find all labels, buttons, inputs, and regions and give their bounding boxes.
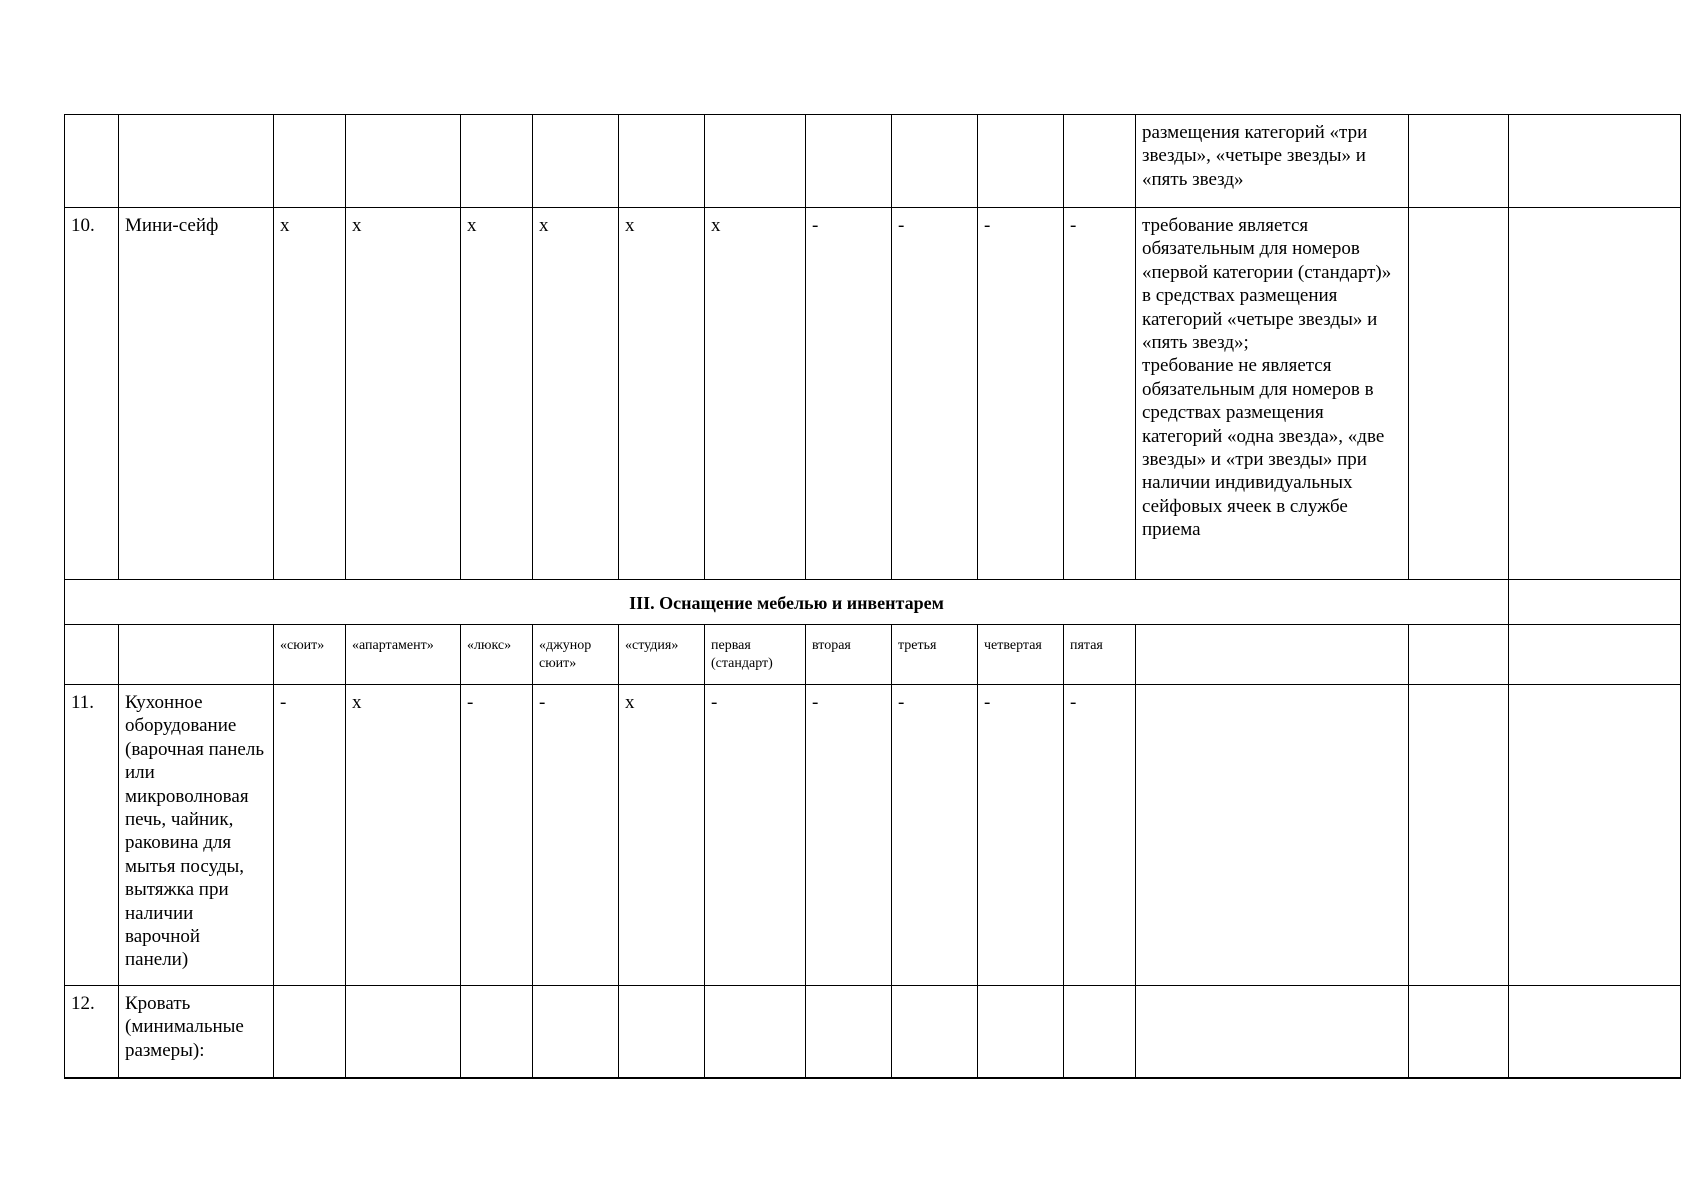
mark-cell: х xyxy=(619,685,705,986)
mark-cell: х xyxy=(346,685,461,986)
mark-cell xyxy=(461,986,533,1078)
mark-cell xyxy=(978,986,1064,1078)
header-blank-cell xyxy=(1409,625,1509,685)
mark-cell: - xyxy=(806,208,892,580)
row-note: размещения категорий «три звезды», «четыре звезды» и «пять звезд» xyxy=(1136,115,1409,208)
row-number xyxy=(65,115,119,208)
table-row xyxy=(65,685,1681,986)
mark-cell: х xyxy=(461,208,533,580)
mark-cell xyxy=(892,115,978,208)
extra-cell xyxy=(1509,580,1681,625)
mark-cell xyxy=(533,115,619,208)
mark-cell: - xyxy=(274,685,346,986)
mark-cell xyxy=(274,986,346,1078)
category-header-lux: «люкс» xyxy=(461,625,533,685)
mark-cell: - xyxy=(892,685,978,986)
mark-cell: - xyxy=(461,685,533,986)
mark-cell xyxy=(346,986,461,1078)
row-number: 12. xyxy=(65,986,119,1078)
mark-cell xyxy=(705,115,806,208)
mark-cell xyxy=(892,986,978,1078)
extra-cell xyxy=(1409,986,1509,1078)
category-header-third: третья xyxy=(892,625,978,685)
category-header-row xyxy=(65,625,1681,685)
category-header-first: первая (стандарт) xyxy=(705,625,806,685)
table-row xyxy=(65,208,1681,580)
mark-cell xyxy=(1064,986,1136,1078)
mark-cell: - xyxy=(1064,208,1136,580)
mark-cell: х xyxy=(346,208,461,580)
extra-cell xyxy=(1509,115,1681,208)
mark-cell xyxy=(346,115,461,208)
mark-cell xyxy=(806,115,892,208)
mark-cell xyxy=(461,115,533,208)
mark-cell: х xyxy=(705,208,806,580)
category-header-fifth: пятая xyxy=(1064,625,1136,685)
extra-cell xyxy=(1409,685,1509,986)
extra-cell xyxy=(1509,208,1681,580)
mark-cell: - xyxy=(978,685,1064,986)
mark-cell xyxy=(619,986,705,1078)
category-header-suite: «сюит» xyxy=(274,625,346,685)
mark-cell: х xyxy=(619,208,705,580)
mark-cell xyxy=(1064,115,1136,208)
mark-cell: - xyxy=(978,208,1064,580)
row-number: 10. xyxy=(65,208,119,580)
row-note xyxy=(1136,986,1409,1078)
extra-cell xyxy=(1509,986,1681,1078)
header-blank-cell xyxy=(1509,625,1681,685)
row-item-name xyxy=(119,115,274,208)
header-blank-cell xyxy=(65,625,119,685)
table-row xyxy=(65,115,1681,208)
section-row xyxy=(65,580,1681,625)
mark-cell xyxy=(274,115,346,208)
category-header-studio: «студия» xyxy=(619,625,705,685)
extra-cell xyxy=(1509,685,1681,986)
category-header-junior-suite: «джунор сюит» xyxy=(533,625,619,685)
row-number: 11. xyxy=(65,685,119,986)
row-note: требование является обязательным для номеров «первой категории (стандарт)» в средствах размещения категорий «четыре звезды» и «пять звезд»; требование не является обязательным для номеров в средствах размещения категорий «одна звезда», «две звезды» и «три звезды» при наличии индивидуальных сейфовых ячеек в службе приема xyxy=(1136,208,1409,580)
mark-cell xyxy=(619,115,705,208)
mark-cell: - xyxy=(1064,685,1136,986)
section-title: III. Оснащение мебелью и инвентарем xyxy=(65,580,1509,625)
category-header-apartment: «апартамент» xyxy=(346,625,461,685)
row-item-name: Мини-сейф xyxy=(119,208,274,580)
mark-cell: х xyxy=(533,208,619,580)
row-note xyxy=(1136,685,1409,986)
requirements-table xyxy=(64,114,1681,1079)
mark-cell xyxy=(705,986,806,1078)
mark-cell: - xyxy=(892,208,978,580)
row-item-name: Кухонное оборудование (варочная панель или микроволновая печь, чайник, раковина для мытья посуды, вытяжка при наличии варочной панели) xyxy=(119,685,274,986)
mark-cell xyxy=(533,986,619,1078)
extra-cell xyxy=(1409,208,1509,580)
table-row xyxy=(65,986,1681,1078)
row-item-name: Кровать (минимальные размеры): xyxy=(119,986,274,1078)
header-blank-cell xyxy=(1136,625,1409,685)
mark-cell: - xyxy=(806,685,892,986)
category-header-second: вторая xyxy=(806,625,892,685)
category-header-fourth: четвертая xyxy=(978,625,1064,685)
mark-cell: - xyxy=(533,685,619,986)
mark-cell: х xyxy=(274,208,346,580)
mark-cell xyxy=(978,115,1064,208)
mark-cell xyxy=(806,986,892,1078)
mark-cell: - xyxy=(705,685,806,986)
extra-cell xyxy=(1409,115,1509,208)
header-blank-cell xyxy=(119,625,274,685)
